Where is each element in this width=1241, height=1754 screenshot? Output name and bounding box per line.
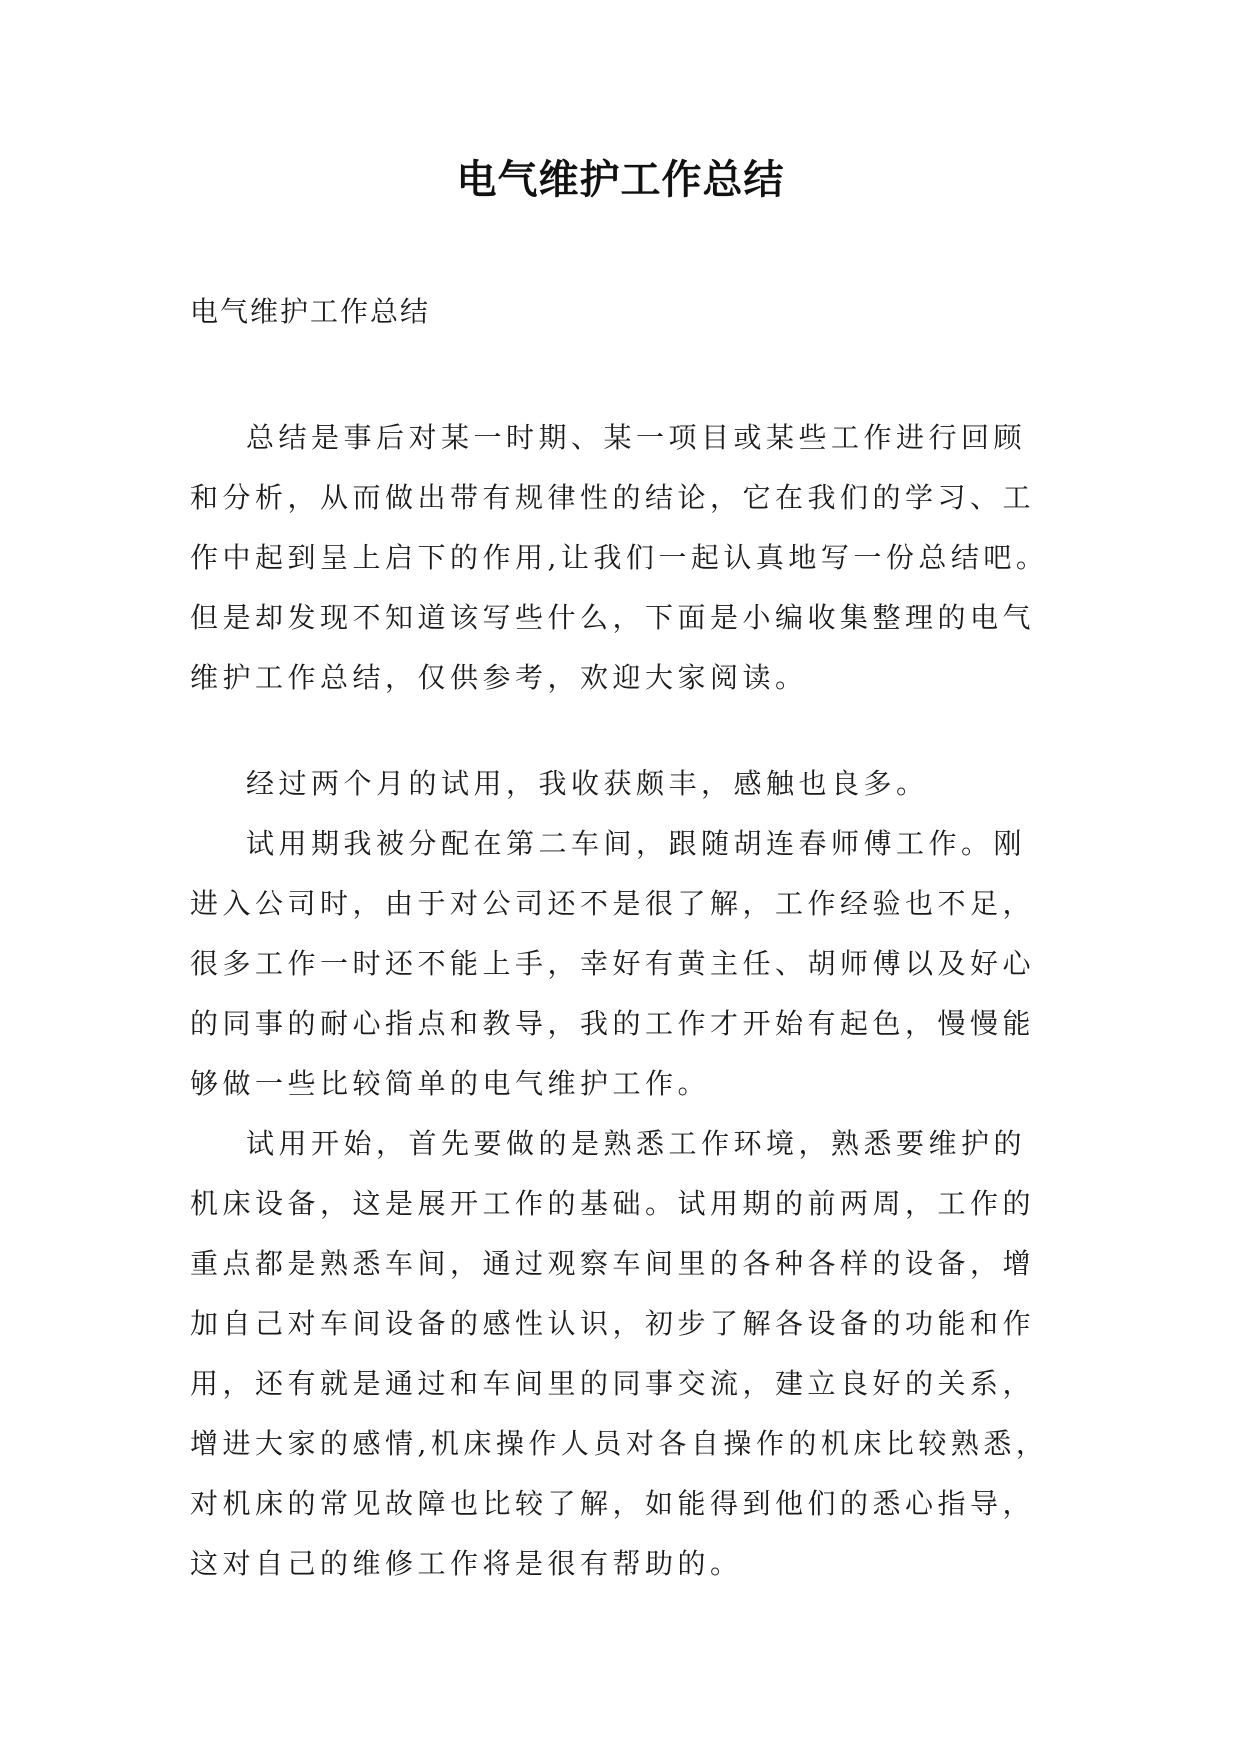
intro-section: [190, 408, 1056, 708]
body-paragraph-1: 经过两个月的试用，我收获颇丰，感触也良多。: [246, 767, 929, 800]
body-paragraph-2: 试用期我被分配在第二车间，跟随胡连春师傅工作。刚进入公司时，由于对公司还不是很了解，工作经验也不足，很多工作一时还不能上手，幸好有黄主任、胡师傅以及好心的同事的耐心指点和教导，我的工作才开始有起色，慢慢能够做一些比较简单的电气维护工作。: [190, 827, 1036, 1100]
intro-paragraph: 总结是事后对某一时期、某一项目或某些工作进行回顾和分析，从而做出带有规律性的结论，它在我们的学习、工作中起到呈上启下的作用,让我们一起认真地写一份总结吧。但是却发现不知道该写些什么，下面是小编收集整理的电气维护工作总结，仅供参考，欢迎大家阅读。: [190, 421, 1049, 694]
document-subheading: 电气维护工作总结: [190, 295, 431, 328]
document-title: 电气维护工作总结: [456, 156, 785, 203]
body-section: [190, 754, 1056, 1594]
body-paragraph-3: 试用开始，首先要做的是熟悉工作环境，熟悉要维护的机床设备，这是展开工作的基础。试用期的前两周，工作的重点都是熟悉车间，通过观察车间里的各种各样的设备，增加自己对车间设备的感性认识，初步了解各设备的功能和作用，还有就是通过和车间里的同事交流，建立良好的关系，增进大家的感情,机床操作人员对各自操作的机床比较熟悉，对机床的常见故障也比较了解，如能得到他们的悉心指导，这对自己的维修工作将是很有帮助的。: [190, 1127, 1049, 1580]
